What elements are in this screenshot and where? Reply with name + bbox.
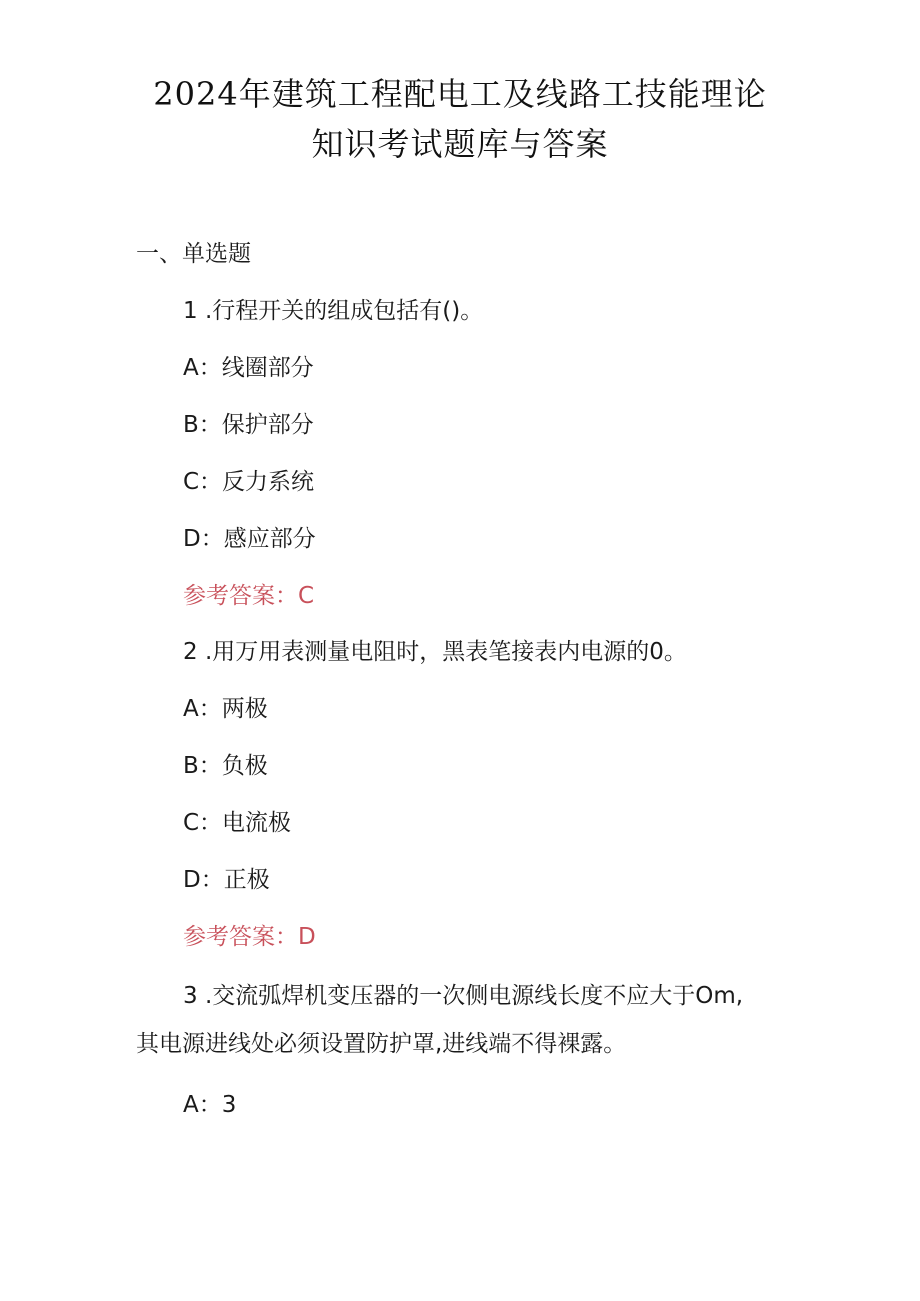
option-b: B：保护部分: [183, 412, 314, 438]
option-a: A：3: [183, 1092, 237, 1118]
option-b: B：负极: [183, 753, 268, 779]
title-line-2: 知识考试题库与答案: [311, 125, 609, 163]
question-stem: 1 .行程开关的组成包括有()。: [183, 298, 484, 324]
option-d: D：感应部分: [183, 526, 316, 552]
section-heading: 一、单选题: [136, 241, 251, 267]
reference-answer: 参考答案：C: [183, 583, 315, 609]
question-stem: 2 .用万用表测量电阻时，黑表笔接表内电源的0。: [183, 639, 687, 665]
option-c: C：电流极: [183, 810, 292, 836]
question-stem-line-2: 其电源进线处必须设置防护罩,进线端不得裸露。: [136, 1031, 627, 1057]
option-d: D：正极: [183, 867, 270, 893]
option-a: A：两极: [183, 696, 268, 722]
title-line-1: 2024年建筑工程配电工及线路工技能理论: [153, 75, 767, 113]
option-a: A：线圈部分: [183, 355, 314, 381]
question-stem-line-1: 3 .交流弧焊机变压器的一次侧电源线长度不应大于Om,: [183, 983, 744, 1009]
reference-answer: 参考答案：D: [183, 924, 316, 950]
option-c: C：反力系统: [183, 469, 315, 495]
